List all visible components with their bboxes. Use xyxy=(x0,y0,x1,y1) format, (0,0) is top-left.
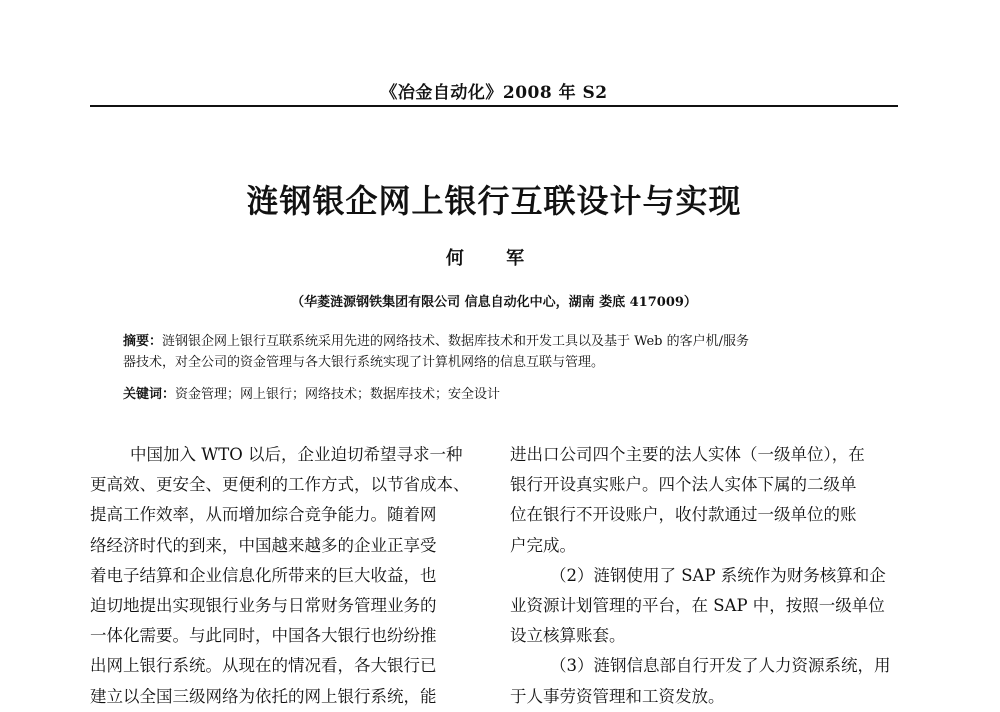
paragraph-line: 设立核算账套。 xyxy=(510,626,626,646)
paragraph-line: 进出口公司四个主要的法人实体（一级单位），在 xyxy=(510,445,865,464)
paragraph-line: 银行开设真实账户。四个法人实体下属的二级单 xyxy=(510,475,857,495)
body-column-left xyxy=(90,440,470,712)
journal-header: 《冶金自动化》2008 年 S2 xyxy=(380,83,608,103)
abstract-line-2: 器技术，对全公司的资金管理与各大银行系统实现了计算机网络的信息互联与管理。 xyxy=(123,355,605,370)
paper-title: 涟钢银企网上银行互联设计与实现 xyxy=(246,182,742,220)
paragraph-line: 更高效、更安全、更便利的工作方式，以节省成本、 xyxy=(90,475,470,495)
paragraph-line: 位在银行不开设账户，收付款通过一级单位的账 xyxy=(510,505,857,525)
paragraph-line: 一体化需要。与此同时，中国各大银行也纷纷推 xyxy=(90,626,437,646)
paragraph-line: 中国加入 WTO 以后，企业迫切希望寻求一种 xyxy=(130,445,463,464)
paragraph-line: 着电子结算和企业信息化所带来的巨大收益，也 xyxy=(90,565,437,585)
keywords xyxy=(123,384,875,405)
paragraph-line: 于人事劳资管理和工资发放。 xyxy=(510,686,725,706)
paragraph-line: 业资源计划管理的平台，在 SAP 中，按照一级单位 xyxy=(510,595,885,615)
paragraph-line: 建立以全国三级网络为依托的网上银行系统，能 xyxy=(90,686,437,706)
abstract-label: 摘要： xyxy=(123,334,163,349)
header-rule xyxy=(90,105,898,107)
abstract-text-1: 涟钢银企网上银行互联系统采用先进的网络技术、数据库技术和开发工具以及基于 Web 的客户机/服务 xyxy=(162,334,749,349)
paragraph-line: 提高工作效率，从而增加综合竞争能力。随着网 xyxy=(90,505,437,525)
paragraph-line: 户完成。 xyxy=(510,535,576,555)
body-column-right xyxy=(510,440,890,712)
author-affiliation: （华菱涟源钢铁集团有限公司 信息自动化中心，湖南 娄底 417009） xyxy=(291,295,697,310)
paragraph-line: 迫切地提出实现银行业务与日常财务管理业务的 xyxy=(90,595,437,615)
paragraph-line: 络经济时代的到来，中国越来越多的企业正享受 xyxy=(90,535,437,555)
keywords-text: 资金管理；网上银行；网络技术；数据库技术；安全设计 xyxy=(175,387,501,402)
paragraph-line: 出网上银行系统。从现在的情况看，各大银行已 xyxy=(90,656,437,676)
author-name: 何 军 xyxy=(445,248,543,269)
abstract-line-1 xyxy=(123,331,875,352)
keywords-label: 关键词： xyxy=(123,387,176,402)
paragraph-line: （2）涟钢使用了 SAP 系统作为财务核算和企 xyxy=(550,565,886,585)
abstract xyxy=(123,331,875,373)
paragraph-line: （3）涟钢信息部自行开发了人力资源系统，用 xyxy=(550,656,891,676)
